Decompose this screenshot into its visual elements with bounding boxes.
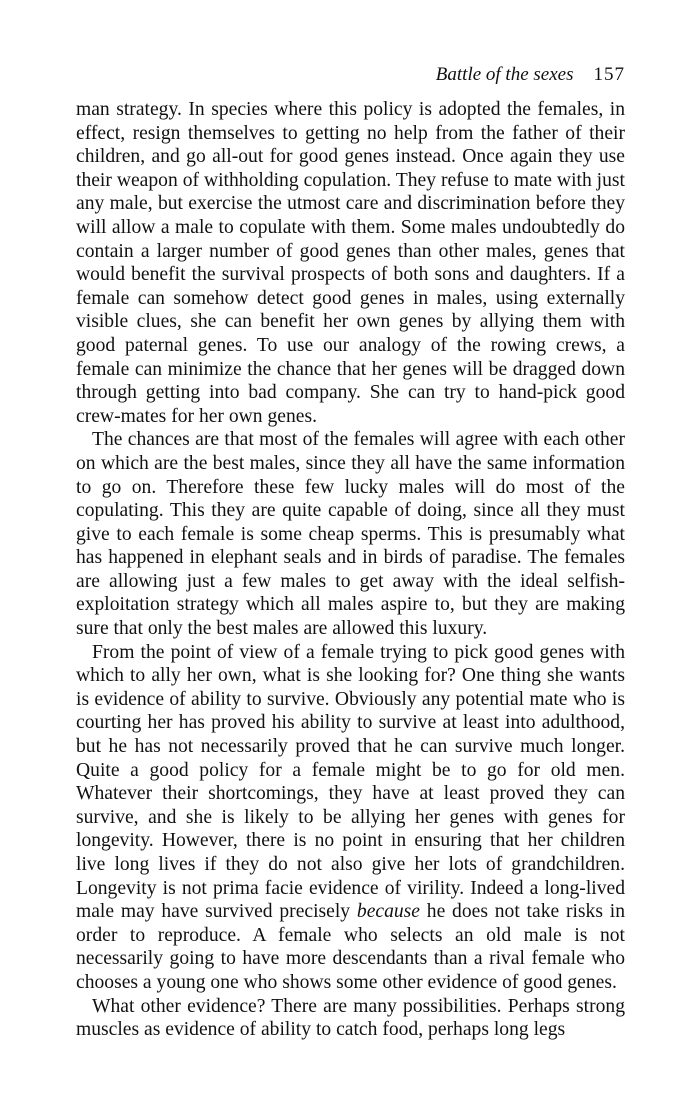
paragraph-3-text-after-emphasis: he does not take risks in order to reproduce. A female who selects an old male is not necessarily going to have more descendants than a rival female who chooses a young one who shows some other evidence of good genes. [76,901,625,993]
paragraph-3 [76,641,625,995]
paragraph-4: What other evidence? There are many possibilities. Perhaps strong muscles as evidence of ability to catch food, perhaps long legs [76,995,625,1041]
paragraph-2: The chances are that most of the females will agree with each other on which are the best males, since they all have the same information to go on. Therefore these few lucky males will do most of the copulating. This they are quite capable of doing, since all they must give to each female is some cheap sperms. This is presumably what has happened in elephant seals and in birds of paradise. The females are allowing just a few males to get away with the ideal selfish-exploitation strategy which all males aspire to, but they are making sure that only the best males are allowed this luxury. [76,429,625,640]
page-number: 157 [593,64,625,85]
running-title: Battle of the sexes [435,64,574,85]
running-header [76,64,625,98]
book-page [76,64,625,1042]
paragraph-3-text-before-emphasis: From the point of view of a female trying to pick good genes with which to ally her own, what is she looking for? One thing she wants is evidence of ability to survive. Obviously any potential mate who is courting her has proved his ability to survive at least into adulthood, but he has not necessarily proved that he can survive much longer. Quite a good policy for a female might be to go for old men. Whatever their shortcomings, they have at least proved they can survive, and she is likely to be allying her genes with genes for longevity. However, there is no point in ensuring that her children live long lives if they do not also give her lots of grandchildren. Longevity is not prima facie evidence of virility. Indeed a long-lived male may have survived precisely [76,641,625,923]
body-text [76,98,625,1042]
paragraph-1: man strategy. In species where this policy is adopted the females, in effect, resign themselves to getting no help from the father of their children, and go all-out for good genes instead. Once again they use their weapon of withholding copulation. They refuse to mate with just any male, but exercise the utmost care and discrimination before they will allow a male to copulate with them. Some males undoubtedly do contain a larger number of good genes than other males, genes that would benefit the survival prospects of both sons and daughters. If a female can somehow detect good genes in males, using externally visible clues, she can benefit her own genes by allying them with good paternal genes. To use our analogy of the rowing crews, a female can minimize the chance that her genes will be dragged down through getting into bad company. She can try to hand-pick good crew-mates for her own genes. [76,99,625,427]
emphasized-word: because [356,901,420,923]
